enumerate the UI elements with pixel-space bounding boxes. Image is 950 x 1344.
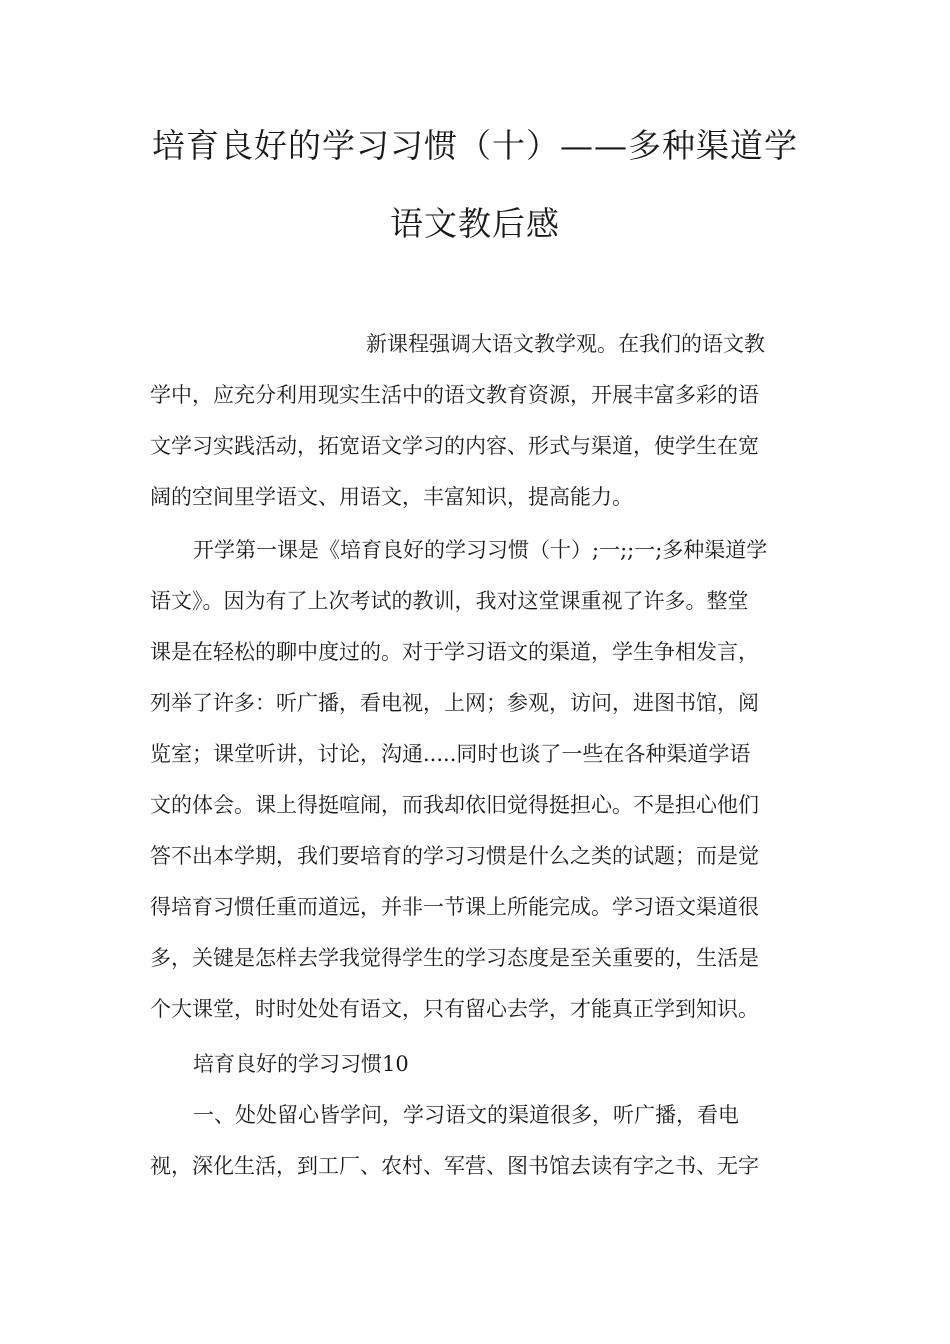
paragraph-line: 新课程强调大语文教学观。在我们的语文教 xyxy=(366,332,765,356)
paragraph-line: 一、处处留心皆学问，学习语文的渠道很多，听广播，看电 xyxy=(193,1103,739,1127)
paragraph-line: 阔的空间里学语文、用语文，丰富知识，提高能力。 xyxy=(150,485,633,509)
paragraph-line: 课是在轻松的聊中度过的。对于学习语文的渠道，学生争相发言， xyxy=(150,640,759,664)
paragraph-line: 多，关键是怎样去学我觉得学生的学习态度是至关重要的，生活是 xyxy=(150,946,759,970)
document-title-line-2: 语文教后感 xyxy=(390,204,560,243)
paragraph-line: 答不出本学期，我们要培育的学习习惯是什么之类的试题；而是觉 xyxy=(150,844,759,868)
paragraph-line: 览室；课堂听讲，讨论，沟通.....同时也谈了一些在各种渠道学语 xyxy=(150,742,751,766)
paragraph-line: 文学习实践活动，拓宽语文学习的内容、形式与渠道，使学生在宽 xyxy=(150,434,759,458)
paragraph-line: 视，深化生活，到工厂、农村、军营、图书馆去读有字之书、无字 xyxy=(150,1154,759,1178)
paragraph-line: 学中，应充分利用现实生活中的语文教育资源，开展丰富多彩的语 xyxy=(150,383,759,407)
document-title-line-1: 培育良好的学习习惯（十）——多种渠道学 xyxy=(152,126,798,165)
paragraph-line: 列举了许多：听广播，看电视，上网；参观，访问，进图书馆，阅 xyxy=(150,691,759,715)
section-heading: 培育良好的学习习惯10 xyxy=(193,1052,409,1076)
paragraph-line: 开学第一课是《培育良好的学习习惯（十）;一;;一;多种渠道学 xyxy=(193,538,768,562)
paragraph-line: 文的体会。课上得挺喧闹，而我却依旧觉得挺担心。不是担心他们 xyxy=(150,793,759,817)
paragraph-line: 得培育习惯任重而道远，并非一节课上所能完成。学习语文渠道很 xyxy=(150,895,759,919)
paragraph-line: 个大课堂，时时处处有语文，只有留心去学，才能真正学到知识。 xyxy=(150,997,759,1021)
paragraph-line: 语文》。因为有了上次考试的教训，我对这堂课重视了许多。整堂 xyxy=(150,589,749,613)
